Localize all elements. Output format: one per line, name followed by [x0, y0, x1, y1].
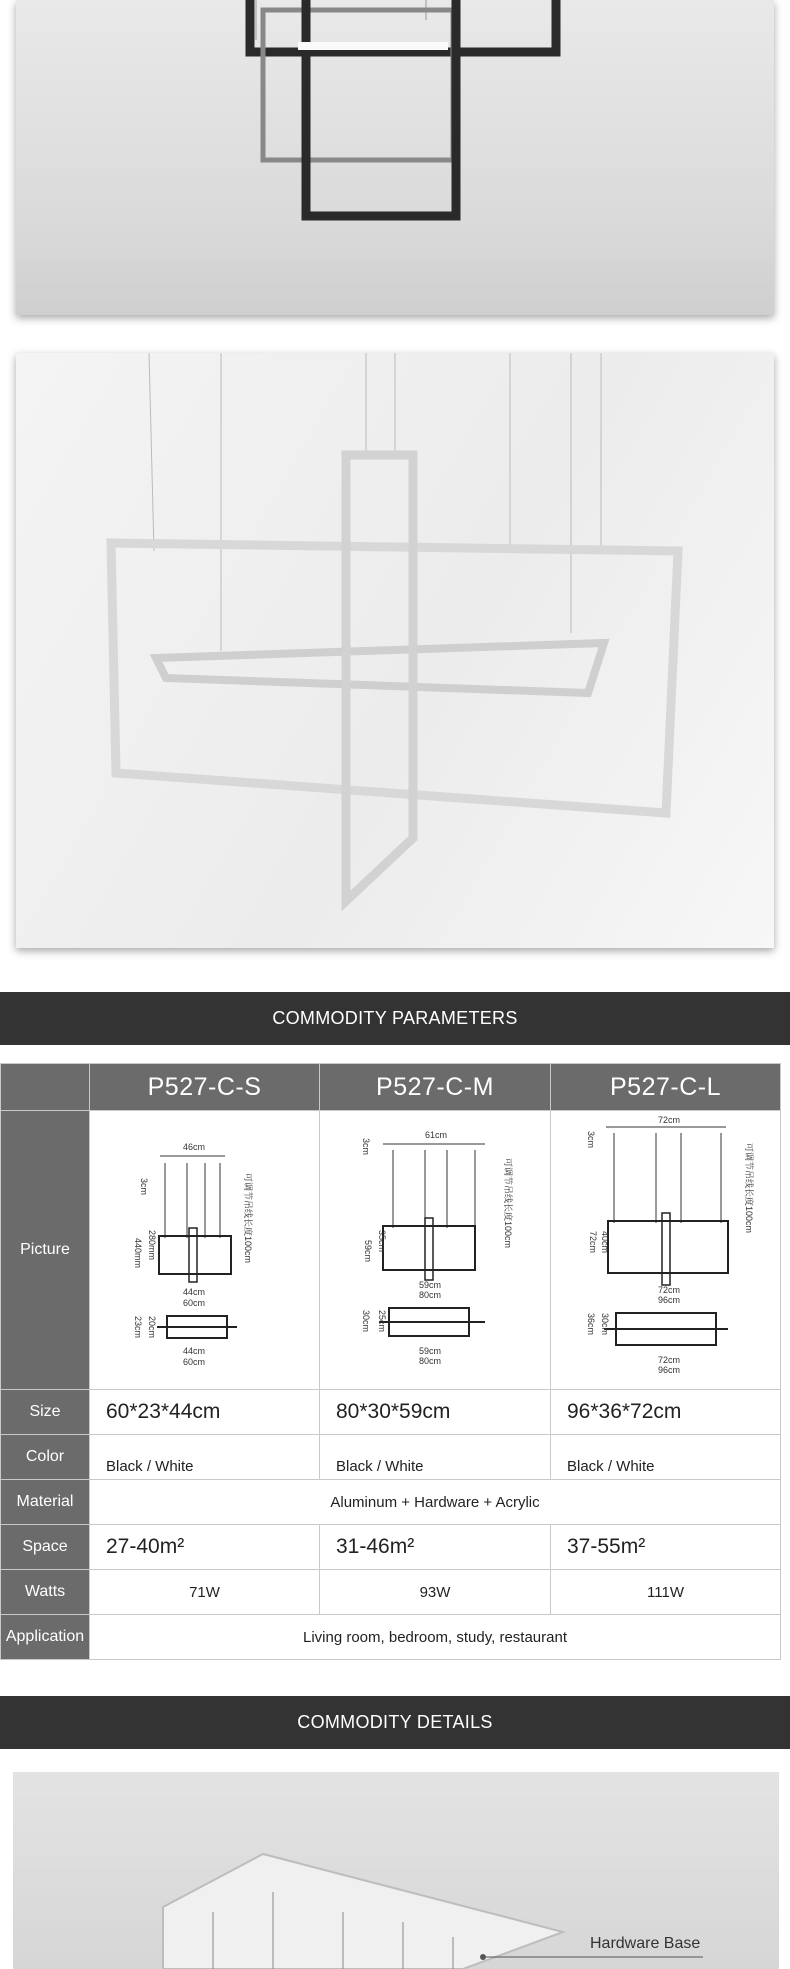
dimension-diagram-l	[551, 1111, 781, 1390]
dim-drop-l: 3cm	[585, 1130, 596, 1148]
dimension-drawing-s	[105, 1118, 305, 1378]
dim-width4-s: 60cm	[182, 1356, 205, 1367]
dim-side-height-l: 30cm	[599, 1312, 610, 1335]
dim-width2-m: 80cm	[419, 1289, 442, 1300]
application-value: Living room, bedroom, study, restaurant	[90, 1615, 781, 1660]
dim-depth-m: 30cm	[361, 1309, 371, 1332]
commodity-details-banner	[0, 1696, 790, 1749]
color-l: Black / White	[551, 1435, 781, 1480]
row-label-application: Application	[1, 1615, 90, 1660]
picture-row	[1, 1111, 781, 1390]
header-corner	[1, 1064, 90, 1111]
size-s: 60*23*44cm	[90, 1390, 320, 1435]
model-header-m: P527-C-M	[320, 1064, 551, 1111]
space-row	[1, 1525, 781, 1570]
watts-s: 71W	[90, 1570, 320, 1615]
dim-width2-l: 96cm	[657, 1294, 680, 1305]
color-s: Black / White	[90, 1435, 320, 1480]
size-row	[1, 1390, 781, 1435]
dim-top-width-s: 46cm	[182, 1141, 205, 1152]
dim-height-s: 440mm	[132, 1237, 143, 1268]
hardware-base-illustration	[13, 1772, 779, 1969]
product-photo-black	[16, 0, 774, 315]
dim-drop-s: 3cm	[138, 1177, 149, 1195]
dim-width3-m: 59cm	[419, 1345, 442, 1356]
dim-frame-height-m: 35cm	[377, 1229, 387, 1252]
space-s: 27-40m²	[90, 1525, 320, 1570]
dimension-drawing-l	[566, 1113, 766, 1383]
size-m: 80*30*59cm	[320, 1390, 551, 1435]
space-l: 37-55m²	[551, 1525, 781, 1570]
commodity-parameters-title: COMMODITY PARAMETERS	[272, 1008, 518, 1028]
dim-width4-m: 80cm	[419, 1355, 442, 1366]
dimension-diagram-s	[90, 1111, 320, 1390]
dim-height-l: 72cm	[587, 1230, 598, 1253]
dimension-diagram-m	[320, 1111, 551, 1390]
dim-side-height-s: 20cm	[146, 1315, 157, 1338]
dim-width3-s: 44cm	[182, 1345, 205, 1356]
watts-m: 93W	[320, 1570, 551, 1615]
commodity-parameters-banner	[0, 992, 790, 1045]
material-row	[1, 1480, 781, 1525]
dim-cable-m: 可调节吊线长度100cm	[503, 1157, 513, 1248]
black-pendant-illustration	[16, 0, 774, 315]
material-value: Aluminum + Hardware + Acrylic	[90, 1480, 781, 1525]
row-label-material: Material	[1, 1480, 90, 1525]
dim-drop-m: 3cm	[361, 1137, 371, 1155]
dim-top-width-l: 72cm	[657, 1114, 680, 1125]
size-l: 96*36*72cm	[551, 1390, 781, 1435]
color-row	[1, 1435, 781, 1480]
dim-width1-s: 44cm	[182, 1286, 205, 1297]
parameters-table	[0, 1063, 781, 1660]
dim-frame-height-s: 280mm	[146, 1229, 157, 1260]
product-photo-white	[16, 353, 774, 948]
commodity-details-title: COMMODITY DETAILS	[297, 1712, 493, 1732]
dim-cable-l: 可调节吊线长度100cm	[743, 1142, 754, 1233]
model-header-l: P527-C-L	[551, 1064, 781, 1111]
dim-depth-l: 36cm	[585, 1312, 596, 1335]
dim-frame-height-l: 40cm	[599, 1230, 610, 1253]
model-header-row	[1, 1064, 781, 1111]
dim-width1-l: 72cm	[657, 1284, 680, 1295]
white-pendant-illustration	[16, 353, 774, 948]
row-label-color: Color	[1, 1435, 90, 1480]
row-label-picture: Picture	[1, 1111, 90, 1390]
dim-width4-l: 96cm	[657, 1364, 680, 1375]
dim-cable-s: 可调节吊线长度100cm	[242, 1172, 253, 1263]
dim-side-height-m: 25cm	[377, 1309, 387, 1332]
application-row	[1, 1615, 781, 1660]
dim-depth-s: 23cm	[132, 1315, 143, 1338]
space-m: 31-46m²	[320, 1525, 551, 1570]
hardware-base-callout: Hardware Base	[590, 1935, 701, 1952]
row-label-size: Size	[1, 1390, 90, 1435]
dim-width2-s: 60cm	[182, 1297, 205, 1308]
dim-width1-m: 59cm	[419, 1279, 442, 1290]
row-label-space: Space	[1, 1525, 90, 1570]
model-header-s: P527-C-S	[90, 1064, 320, 1111]
row-label-watts: Watts	[1, 1570, 90, 1615]
watts-row	[1, 1570, 781, 1615]
dim-top-width-m: 61cm	[425, 1129, 448, 1140]
watts-l: 111W	[551, 1570, 781, 1615]
dim-height-m: 59cm	[363, 1239, 373, 1262]
dimension-drawing-m	[335, 1118, 535, 1378]
dim-width3-l: 72cm	[657, 1354, 680, 1365]
detail-photo-hardware-base	[13, 1772, 779, 1969]
color-m: Black / White	[320, 1435, 551, 1480]
